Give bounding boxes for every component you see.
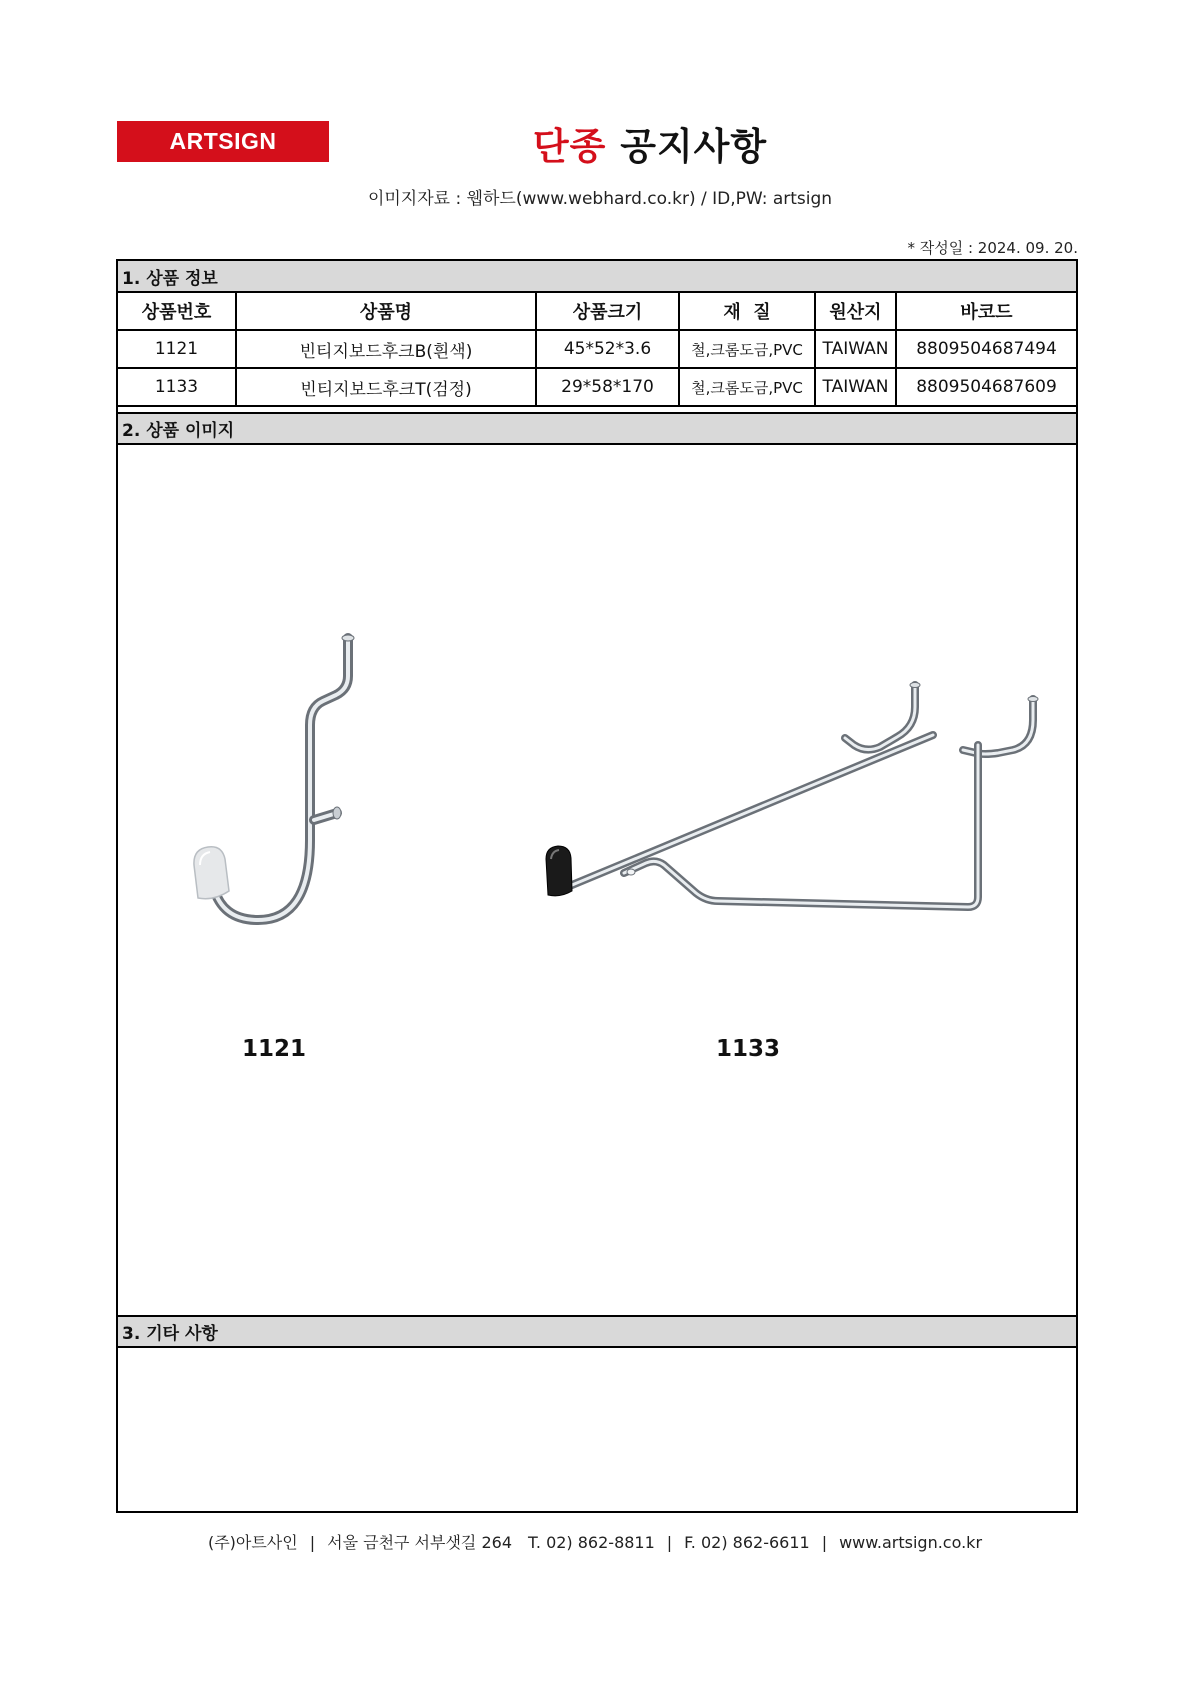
hook-1133-image: [546, 683, 1038, 908]
product-number: 1133: [118, 368, 236, 406]
hook-1121-cap: [194, 847, 229, 899]
other-notes-area: [118, 1348, 1076, 1511]
title-rest: 공지사항: [620, 125, 768, 168]
column-header: 재 질: [679, 293, 815, 330]
product-material: 철,크롬도금,PVC: [679, 368, 815, 406]
table-row: [118, 368, 1076, 406]
section-product-image-heading: 2. 상품 이미지: [118, 412, 1076, 445]
footer: (주)아트사인 | 서울 금천구 서부샛길 264 T. 02) 862-8811 | F. 02) 862-6611 | www.artsign.co.kr: [207, 1533, 983, 1552]
column-header: 상품번호: [118, 293, 236, 330]
product-info-table: [118, 293, 1076, 407]
product-material: 철,크롬도금,PVC: [679, 330, 815, 368]
product-number: 1121: [118, 330, 236, 368]
product-barcode: 8809504687609: [896, 368, 1076, 406]
section-other-notes-heading: 3. 기타 사항: [118, 1315, 1076, 1348]
column-header: 상품명: [236, 293, 536, 330]
artsign-logo: ARTSIGN: [117, 121, 329, 162]
product-label-1133: 1133: [716, 1036, 781, 1062]
product-name: 빈티지보드후크T(검정): [236, 368, 536, 406]
product-barcode: 8809504687494: [896, 330, 1076, 368]
footer-tel: T. 02) 862-8811: [528, 1533, 655, 1552]
section-product-info-heading: 1. 상품 정보: [118, 261, 1076, 293]
product-origin: TAIWAN: [815, 368, 896, 406]
table-header-row: [118, 293, 1076, 330]
product-name: 빈티지보드후크B(흰색): [236, 330, 536, 368]
notice-frame: [116, 259, 1078, 1513]
title-highlight: 단종: [532, 125, 607, 168]
product-images: [118, 445, 1076, 1315]
written-date: * 작성일 : 2024. 09. 20.: [907, 239, 1078, 257]
footer-fax: F. 02) 862-6611: [684, 1533, 810, 1552]
column-header: 바코드: [896, 293, 1076, 330]
footer-company: (주)아트사인: [207, 1533, 298, 1552]
page-title: [400, 116, 900, 170]
hook-1133-cap: [546, 846, 572, 896]
product-size: 45*52*3.6: [536, 330, 679, 368]
product-image-area: [118, 445, 1076, 1315]
product-label-1121: 1121: [242, 1036, 307, 1062]
column-header: 원산지: [815, 293, 896, 330]
product-origin: TAIWAN: [815, 330, 896, 368]
table-row: [118, 330, 1076, 368]
product-size: 29*58*170: [536, 368, 679, 406]
column-header: 상품크기: [536, 293, 679, 330]
image-source-note: 이미지자료 : 웹하드(www.webhard.co.kr) / ID,PW: artsign: [367, 189, 833, 209]
footer-address: 서울 금천구 서부샛길 264: [327, 1533, 513, 1552]
footer-website[interactable]: www.artsign.co.kr: [839, 1533, 983, 1552]
hook-1121-image: [194, 635, 354, 920]
